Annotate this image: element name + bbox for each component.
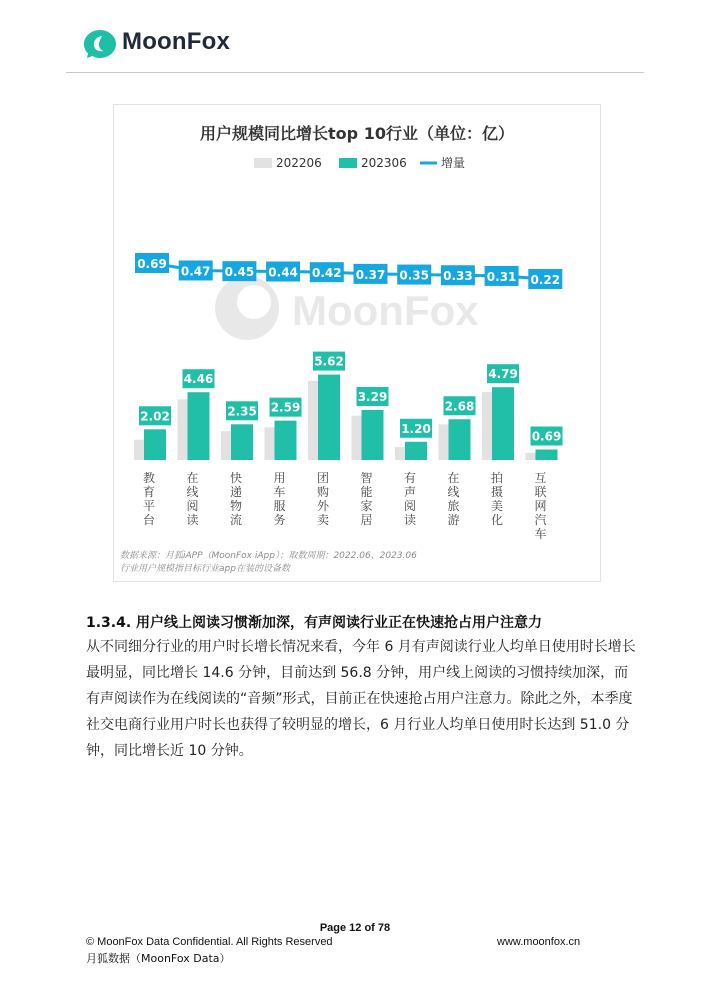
bar-202306 <box>449 419 471 460</box>
bar-value-label: 4.79 <box>488 367 518 382</box>
x-axis-label-char: 阅 <box>186 499 199 513</box>
bar-value-label: 2.35 <box>227 404 257 419</box>
source-line-2: 行业用户规模指目标行业app在装的设备数 <box>120 564 290 574</box>
chart-legend <box>254 156 465 170</box>
page-header <box>0 0 710 80</box>
x-axis-label-char: 车 <box>273 485 286 499</box>
bar-line-chart <box>114 105 600 581</box>
company-name: 月狐数据（MoonFox Data） <box>86 952 231 965</box>
increment-value-label: 0.44 <box>268 265 298 280</box>
watermark <box>215 276 479 340</box>
website-link[interactable]: www.moonfox.cn <box>497 936 581 948</box>
bar-202306 <box>492 387 514 460</box>
bar-202306 <box>188 392 210 460</box>
x-axis-label-char: 平 <box>142 499 156 513</box>
copyright-notice: © MoonFox Data Confidential. All Rights Reserved <box>86 936 333 948</box>
section-heading: 1.3.4. 用户线上阅读习惯渐加深，有声阅读行业正在快速抢占用户注意力 <box>86 615 543 631</box>
source-line-1: 数据来源：月狐iAPP（MoonFox iApp）；取数周期：2022.06、2023.06 <box>120 551 417 561</box>
bar-value-label: 4.46 <box>183 372 214 387</box>
x-axis-label-char: 外 <box>316 499 330 513</box>
increment-value-label: 0.35 <box>399 268 430 283</box>
x-axis-label-char: 服 <box>273 499 286 513</box>
chart-container <box>113 104 601 582</box>
x-axis-label-char: 购 <box>316 485 330 499</box>
x-axis-label-char: 化 <box>490 513 504 527</box>
source-note <box>120 550 417 576</box>
x-axis-label-char: 在 <box>186 471 199 485</box>
body-text <box>86 634 638 764</box>
bar-value-label: 3.29 <box>357 389 388 404</box>
header-divider <box>66 72 644 73</box>
bar-202306 <box>275 421 297 460</box>
x-axis-label-char: 线 <box>186 485 199 499</box>
x-axis-label-char: 流 <box>229 513 243 527</box>
watermark-text: MoonFox <box>292 287 479 334</box>
x-axis-label-char: 游 <box>447 513 460 527</box>
bar-202306 <box>405 442 427 460</box>
bar-202306 <box>231 424 253 460</box>
x-axis-label-char: 旅 <box>447 499 460 513</box>
increment-line <box>135 253 562 289</box>
x-axis-label-char: 美 <box>490 499 504 513</box>
x-axis-label-char: 摄 <box>490 485 504 499</box>
x-axis-label-char: 育 <box>142 485 156 499</box>
bar-value-label: 0.69 <box>531 429 562 444</box>
x-axis-label-char: 卖 <box>316 513 330 527</box>
x-axis-label-char: 快 <box>229 471 243 485</box>
watermark-logo-icon <box>215 276 279 340</box>
bar-value-label: 2.68 <box>444 399 475 414</box>
legend-label-increment: 增量 <box>441 156 466 170</box>
x-axis-label-char: 读 <box>403 513 417 527</box>
body-paragraph: 从不同细分行业的用户时长增长情况来看，今年 6 月有声阅读行业人均单日使用时长增长最明显，同比增长 14.6 分钟，目前达到 56.8 分钟，用户线上阅读的习惯持续加深，而有声阅读作为在线阅读的“音频”形式，目前正在快速抢占用户注意力。除此之外，本季度社交电商行业用户时长也获得了较明显的增长，6 月行业人均单日使用时长达到 51.0 分钟，同比增长近 10 分钟。 <box>86 639 636 759</box>
bar-value-label: 1.20 <box>401 421 431 436</box>
x-axis-label-char: 团 <box>316 471 330 485</box>
bar-202306 <box>144 429 166 460</box>
increment-value-label: 0.45 <box>224 265 255 280</box>
bar-series <box>134 352 563 460</box>
x-axis-label-char: 有 <box>403 471 417 485</box>
x-axis-label-char: 车 <box>534 527 547 541</box>
x-axis-label-char: 智 <box>360 471 373 485</box>
x-axis-label-char: 用 <box>273 471 286 485</box>
increment-value-label: 0.47 <box>180 264 211 279</box>
bar-value-label: 2.59 <box>270 400 301 415</box>
x-axis-label-char: 线 <box>447 485 460 499</box>
brand-name: MoonFox <box>122 28 231 55</box>
increment-value-label: 0.33 <box>443 269 473 284</box>
x-axis-label-char: 递 <box>229 485 243 499</box>
bar-value-label: 5.62 <box>314 354 344 369</box>
bar-202306 <box>318 375 340 460</box>
legend-label-202206: 202206 <box>276 156 322 170</box>
x-axis-label-char: 台 <box>142 513 156 527</box>
x-axis-label-char: 家 <box>360 499 373 513</box>
x-axis-label-char: 拍 <box>490 471 504 485</box>
x-axis-label-char: 居 <box>360 513 373 527</box>
x-axis-label-char: 物 <box>229 499 243 513</box>
x-axis-label-char: 汽 <box>534 513 547 527</box>
bar-202306 <box>536 450 558 460</box>
x-axis-label-char: 教 <box>142 471 156 485</box>
increment-value-label: 0.42 <box>311 266 342 281</box>
legend-label-202306: 202306 <box>361 156 407 170</box>
x-axis-label-char: 声 <box>403 485 417 499</box>
legend-swatch-202306 <box>339 158 357 168</box>
moonfox-logo-icon <box>83 29 117 59</box>
x-axis-label-char: 读 <box>186 513 199 527</box>
increment-value-label: 0.31 <box>486 269 517 284</box>
increment-value-label: 0.69 <box>137 257 167 271</box>
x-axis-label-char: 能 <box>360 485 373 499</box>
x-axis-label-char: 在 <box>447 471 460 485</box>
increment-value-label: 0.22 <box>530 272 561 287</box>
x-axis-label-char: 互 <box>534 471 547 485</box>
x-axis-label-char: 联 <box>534 485 547 499</box>
chart-title: 用户规模同比增长top 10行业（单位：亿） <box>200 124 514 143</box>
x-axis-label-char: 阅 <box>403 499 417 513</box>
bar-202306 <box>362 410 384 460</box>
x-axis-labels <box>143 470 547 541</box>
legend-swatch-202206 <box>254 158 272 168</box>
page-number: Page 12 of 78 <box>319 922 391 934</box>
x-axis-label-char: 务 <box>273 513 286 527</box>
bar-value-label: 2.02 <box>140 409 170 424</box>
x-axis-label-char: 网 <box>534 499 547 513</box>
increment-value-label: 0.37 <box>355 267 386 282</box>
